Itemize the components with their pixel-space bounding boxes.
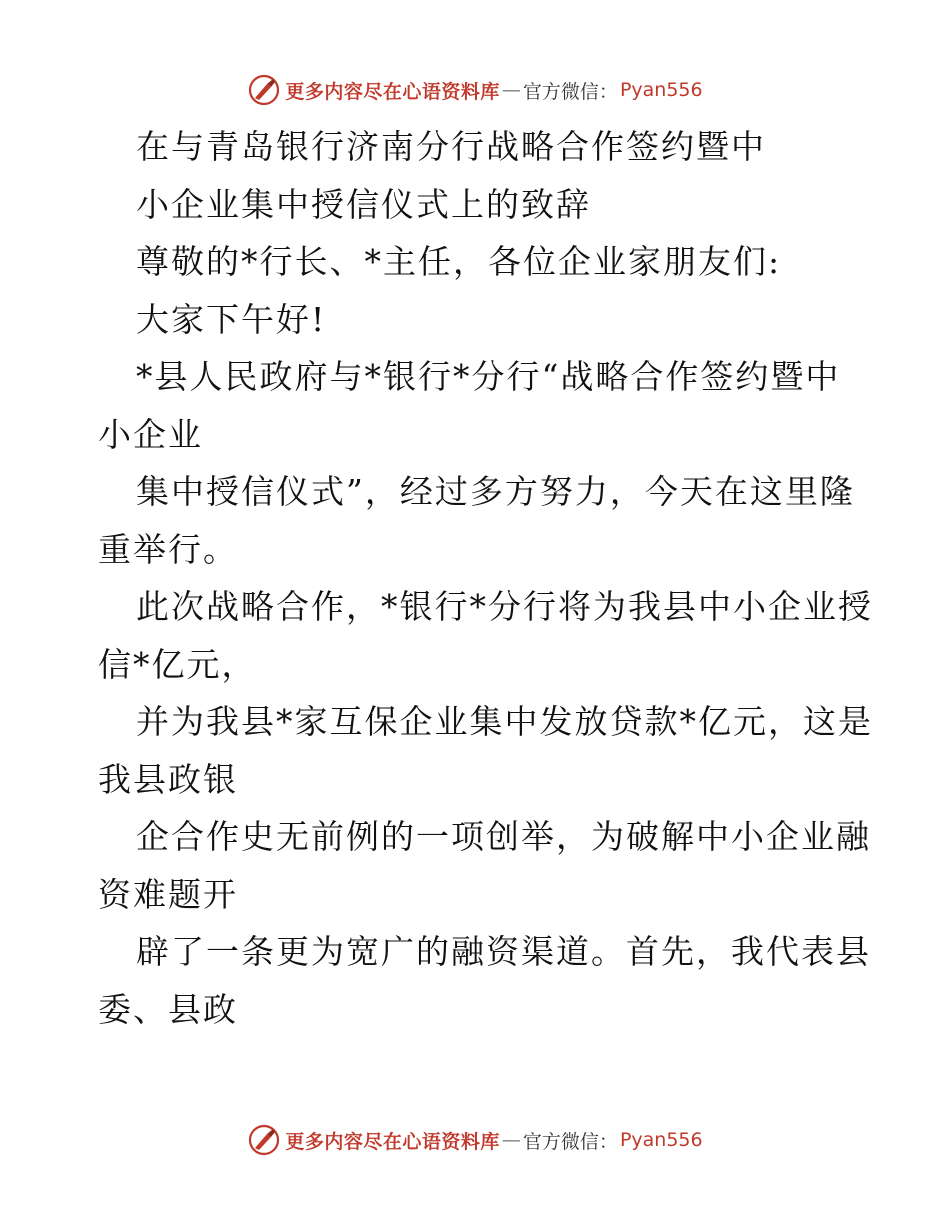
paragraph-line: 我县政银 [98, 759, 238, 799]
banner-text: 更多内容尽在心语资料库 [285, 80, 500, 103]
paragraph-line: 委、县政 [98, 989, 238, 1029]
paragraph-line: 此次战略合作，*银行*分行将为我县中小企业授 [136, 587, 873, 626]
title-line-1: 在与青岛银行济南分行战略合作签约暨中 [136, 127, 766, 166]
paragraph-line: 重举行。 [98, 529, 238, 569]
paragraph-line: 辟了一条更为宽广的融资渠道。首先，我代表县 [136, 932, 871, 971]
banner-text: 更多内容尽在心语资料库 [285, 1130, 500, 1153]
banner-dash: — [501, 1129, 521, 1151]
greeting-line: 大家下午好! [136, 299, 327, 339]
title-line-2: 小企业集中授信仪式上的致辞 [136, 184, 591, 224]
salutation-line: 尊敬的*行长、*主任，各位企业家朋友们: [136, 242, 782, 281]
pen-logo-icon [247, 73, 281, 107]
pen-logo-icon [247, 1123, 281, 1157]
paragraph-line: 集中授信仪式”，经过多方努力，今天在这里隆 [136, 472, 855, 511]
paragraph-line: *县人民政府与*银行*分行“战略合作签约暨中 [136, 357, 841, 396]
banner-wechat-label: 官方微信： [522, 1130, 618, 1153]
banner-wechat-label: 官方微信： [522, 80, 618, 103]
paragraph-line: 资难题开 [98, 874, 238, 914]
banner-wechat-id: Pyan556 [619, 1129, 703, 1151]
footer-banner [0, 1120, 950, 1160]
paragraph-line: 并为我县*家互保企业集中发放贷款*亿元，这是 [136, 702, 873, 741]
paragraph-line: 小企业 [98, 414, 203, 454]
banner-wechat-id: Pyan556 [619, 79, 703, 101]
paragraph-line: 企合作史无前例的一项创举，为破解中小企业融 [136, 817, 871, 856]
document-body [98, 118, 873, 1038]
header-banner [0, 70, 950, 110]
paragraph-line: 信*亿元， [98, 644, 257, 684]
banner-dash: — [501, 79, 521, 101]
